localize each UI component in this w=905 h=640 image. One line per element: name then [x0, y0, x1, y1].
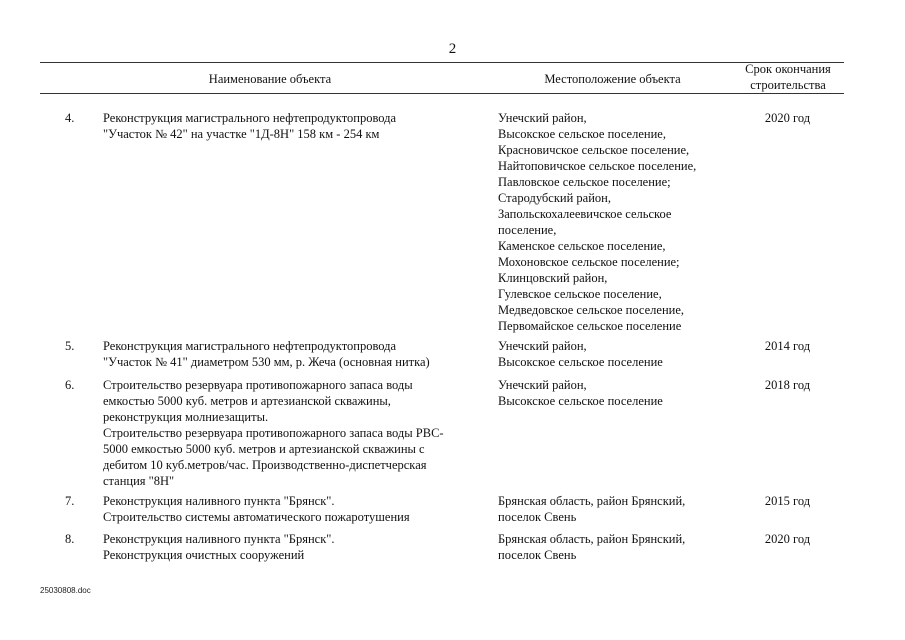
- object-name-line: станция "8Н": [103, 474, 175, 488]
- column-header-term: [732, 62, 844, 93]
- object-location: [498, 338, 733, 370]
- row-number: 6.: [65, 378, 75, 392]
- object-location: [498, 531, 733, 563]
- object-name-line: 5000 емкостью 5000 куб. метров и артезианской скважины с: [103, 442, 425, 456]
- object-location-line: Стародубский район,: [498, 191, 611, 205]
- column-header-term-line-2: строительства: [750, 77, 826, 92]
- object-location: [498, 377, 733, 409]
- object-location-line: Первомайское сельское поселение: [498, 319, 682, 333]
- construction-end-term: 2015 год: [764, 494, 811, 508]
- column-header-name: Наименование объекта: [208, 72, 332, 86]
- object-name-line: Строительство резервуара противопожарного запаса воды РВС-: [103, 426, 444, 440]
- object-location-line: Запольскохалеевичское сельское: [498, 207, 672, 221]
- object-name-line: Реконструкция наливного пункта "Брянск".: [103, 494, 335, 508]
- object-location-line: Клинцовский район,: [498, 271, 608, 285]
- object-location-line: Мохоновское сельское поселение;: [498, 255, 680, 269]
- object-location-line: Высокское сельское поселение: [498, 355, 663, 369]
- object-name: [103, 377, 493, 489]
- column-header-term-line-1: Срок окончания: [745, 62, 831, 76]
- column-header-location: Местоположение объекта: [544, 72, 681, 86]
- table-header-bottom-rule: [40, 93, 844, 94]
- object-name-line: Строительство системы автоматического пожаротушения: [103, 510, 410, 524]
- construction-end-term: 2020 год: [764, 532, 811, 546]
- object-name-line: "Участок № 41" диаметром 530 мм, р. Жеча (основная нитка): [103, 355, 430, 369]
- object-location-line: Брянская область, район Брянский,: [498, 532, 686, 546]
- row-number: 4.: [65, 111, 75, 125]
- object-location-line: Найтоповичское сельское поселение,: [498, 159, 697, 173]
- object-name-line: Реконструкция очистных сооружений: [103, 548, 305, 562]
- object-name-line: "Участок № 42" на участке "1Д-8Н" 158 км - 254 км: [103, 127, 380, 141]
- object-location-line: Унечский район,: [498, 378, 587, 392]
- object-location-line: Красновичское сельское поселение,: [498, 143, 690, 157]
- table-header-top-rule: [40, 62, 844, 63]
- object-location: [498, 493, 733, 525]
- object-location-line: Унечский район,: [498, 339, 587, 353]
- object-location-line: Высокское сельское поселение,: [498, 127, 666, 141]
- object-name: [103, 493, 493, 525]
- object-name: [103, 110, 493, 142]
- object-location-line: Гулевское сельское поселение,: [498, 287, 662, 301]
- construction-end-term: 2018 год: [764, 378, 811, 392]
- construction-end-term: 2014 год: [764, 339, 811, 353]
- object-location-line: Унечский район,: [498, 111, 587, 125]
- row-number: 5.: [65, 339, 75, 353]
- object-location-line: Медведовское сельское поселение,: [498, 303, 684, 317]
- object-location-line: поселение,: [498, 223, 557, 237]
- object-name-line: Реконструкция наливного пункта "Брянск".: [103, 532, 335, 546]
- object-name-line: емкостью 5000 куб. метров и артезианской скважины,: [103, 394, 391, 408]
- object-location-line: Брянская область, район Брянский,: [498, 494, 686, 508]
- row-number: 8.: [65, 532, 75, 546]
- row-number: 7.: [65, 494, 75, 508]
- object-name-line: Реконструкция магистрального нефтепродуктопровода: [103, 339, 397, 353]
- construction-end-term: 2020 год: [764, 111, 811, 125]
- object-location-line: Каменское сельское поселение,: [498, 239, 666, 253]
- object-name: [103, 338, 493, 370]
- object-location-line: поселок Свень: [498, 548, 577, 562]
- object-location: [498, 110, 733, 334]
- object-name-line: Реконструкция магистрального нефтепродуктопровода: [103, 111, 397, 125]
- object-location-line: Высокское сельское поселение: [498, 394, 663, 408]
- object-name-line: Строительство резервуара противопожарного запаса воды: [103, 378, 413, 392]
- object-name: [103, 531, 493, 563]
- object-location-line: поселок Свень: [498, 510, 577, 524]
- page-number: 2: [448, 41, 457, 57]
- object-location-line: Павловское сельское поселение;: [498, 175, 671, 189]
- object-name-line: дебитом 10 куб.метров/час. Производственно-диспетчерская: [103, 458, 427, 472]
- object-name-line: реконструкция молниезащиты.: [103, 410, 269, 424]
- footer-filename: 25030808.doc: [40, 586, 91, 595]
